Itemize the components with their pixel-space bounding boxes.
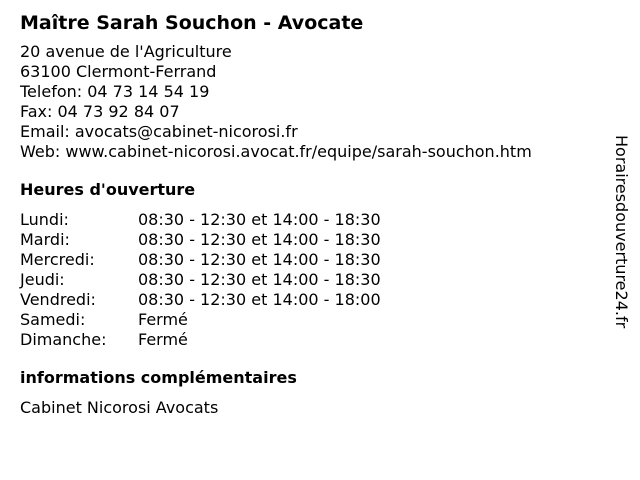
hours-row-friday [20, 290, 600, 310]
page-title: Maître Sarah Souchon - Avocate [20, 12, 364, 34]
hours-table [20, 210, 600, 350]
email-address: Email: avocats@cabinet-nicorosi.fr [20, 122, 298, 141]
hours-heading: Heures d'ouverture [20, 180, 196, 199]
street-address: 20 avenue de l'Agriculture [20, 42, 232, 61]
hours-row-wednesday [20, 250, 600, 270]
hours-row-tuesday [20, 230, 600, 250]
phone-number: Telefon: 04 73 14 54 19 [20, 82, 210, 101]
site-watermark: Horairesdouverture24.fr [612, 135, 631, 329]
website-url: Web: www.cabinet-nicorosi.avocat.fr/equipe/sarah-souchon.htm [20, 142, 532, 161]
hours-row-monday [20, 210, 600, 230]
hours-row-saturday [20, 310, 600, 330]
info-heading: informations complémentaires [20, 368, 297, 387]
hours-time: Fermé [138, 330, 188, 349]
hours-day: Mardi: [20, 230, 70, 249]
info-text: Cabinet Nicorosi Avocats [20, 398, 219, 417]
address-block [20, 42, 600, 162]
hours-day: Lundi: [20, 210, 69, 229]
hours-row-thursday [20, 270, 600, 290]
hours-time: 08:30 - 12:30 et 14:00 - 18:30 [138, 250, 381, 269]
hours-row-sunday [20, 330, 600, 350]
hours-time: 08:30 - 12:30 et 14:00 - 18:30 [138, 230, 381, 249]
hours-day: Mercredi: [20, 250, 95, 269]
hours-time: 08:30 - 12:30 et 14:00 - 18:30 [138, 270, 381, 289]
hours-day: Jeudi: [20, 270, 65, 289]
hours-day: Dimanche: [20, 330, 107, 349]
hours-time: 08:30 - 12:30 et 14:00 - 18:30 [138, 210, 381, 229]
hours-day: Vendredi: [20, 290, 96, 309]
fax-number: Fax: 04 73 92 84 07 [20, 102, 180, 121]
city-address: 63100 Clermont-Ferrand [20, 62, 217, 81]
hours-day: Samedi: [20, 310, 86, 329]
hours-time: Fermé [138, 310, 188, 329]
business-card [20, 10, 600, 418]
hours-time: 08:30 - 12:30 et 14:00 - 18:00 [138, 290, 381, 309]
